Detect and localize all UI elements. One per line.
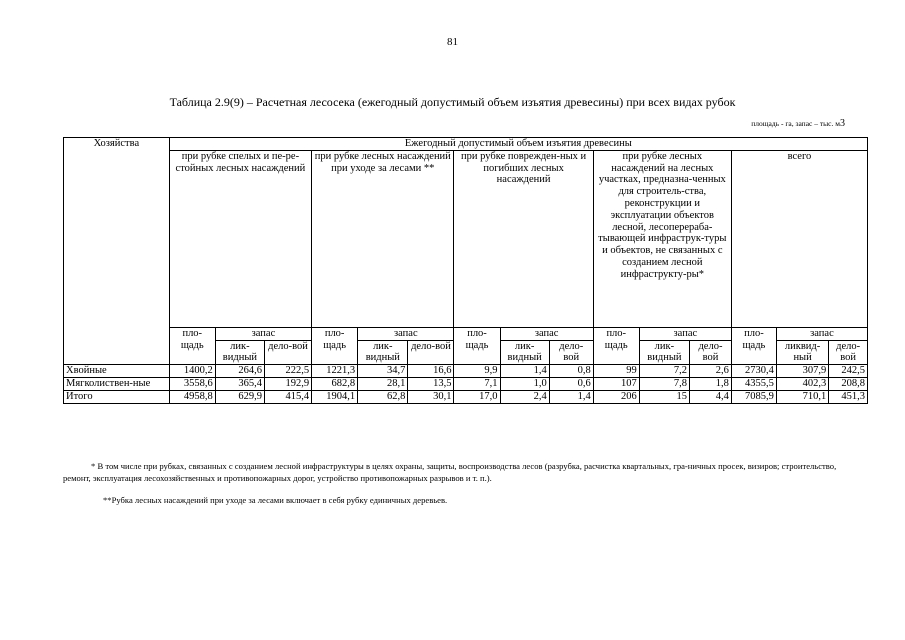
table-cell: 4,4	[690, 390, 732, 403]
header-liquid: лик-видный	[639, 340, 689, 365]
row-label: Итого	[64, 390, 170, 403]
table-row	[64, 365, 868, 378]
header-liquid: лик-видный	[358, 340, 408, 365]
table-cell: 4355,5	[731, 377, 776, 390]
header-area: пло-щадь	[312, 327, 358, 364]
header-stock: запас	[358, 327, 454, 340]
table-cell: 2,4	[500, 390, 549, 403]
header-farms: Хозяйства	[64, 138, 170, 365]
table-cell: 62,8	[358, 390, 408, 403]
table-cell: 0,8	[549, 365, 593, 378]
header-group-infrastructure: при рубке лесных насаждений на лесных участках, предназна-ченных для строитель-ства, реконструкции и эксплуатации объектов лесной, лесоперераба-тывающей инфраструк-туры и объектов, не связанных с созданием лесной инфраструкту-ры*	[593, 150, 731, 327]
table-cell: 242,5	[829, 365, 868, 378]
table-cell: 7085,9	[731, 390, 776, 403]
header-stock: запас	[639, 327, 731, 340]
header-group-damaged: при рубке поврежден-ных и погибших лесных насаждений	[454, 150, 593, 327]
table-cell: 17,0	[454, 390, 500, 403]
table-cell: 264,6	[215, 365, 264, 378]
table-cell: 1,4	[549, 390, 593, 403]
header-group-mature: при рубке спелых и пе-рестойных лесных насаждений	[169, 150, 311, 327]
table-cell: 107	[593, 377, 639, 390]
table-row	[64, 377, 868, 390]
header-area: пло-щадь	[169, 327, 215, 364]
lesoseka-table	[63, 137, 868, 404]
table-cell: 307,9	[776, 365, 828, 378]
table-cell: 0,6	[549, 377, 593, 390]
table-cell: 222,5	[265, 365, 312, 378]
table-cell: 4958,8	[169, 390, 215, 403]
header-row-3	[64, 327, 868, 340]
header-business: дело-вой	[265, 340, 312, 365]
table-cell: 1400,2	[169, 365, 215, 378]
header-stock: запас	[215, 327, 311, 340]
header-stock: запас	[776, 327, 867, 340]
table-cell: 1221,3	[312, 365, 358, 378]
header-group-care: при рубке лесных насаждений при уходе за лесами **	[312, 150, 454, 327]
header-area: пло-щадь	[593, 327, 639, 364]
table-cell: 1,8	[690, 377, 732, 390]
table-cell: 13,5	[408, 377, 454, 390]
table-cell: 1,0	[500, 377, 549, 390]
table-cell: 9,9	[454, 365, 500, 378]
footnote-1: * В том числе при рубках, связанных с созданием лесной инфраструктуры в целях охраны, защиты, воспроизводства лесов (разрубка, расчистка квартальных, гра-ничных просек, визиров; строительство, ремонт, эксплуатация лесохозяйственных и противопожарных дорог, устройство противопожарных разрывов и т. п.).	[63, 461, 837, 483]
table-cell: 415,4	[265, 390, 312, 403]
header-liquid: ликвид-ный	[776, 340, 828, 365]
header-group-total: всего	[731, 150, 867, 327]
header-area: пло-щадь	[454, 327, 500, 364]
units-note	[751, 118, 845, 129]
table-cell: 2730,4	[731, 365, 776, 378]
header-business: дело-вой	[549, 340, 593, 365]
table-row	[64, 390, 868, 403]
footnote-2: **Рубка лесных насаждений при уходе за лесами включает в себя рубку единичных деревьев.	[103, 495, 448, 505]
table-cell: 402,3	[776, 377, 828, 390]
row-label: Мягколиствен-ные	[64, 377, 170, 390]
table-cell: 3558,6	[169, 377, 215, 390]
table-cell: 16,6	[408, 365, 454, 378]
page-number: 81	[447, 36, 458, 48]
table-cell: 451,3	[829, 390, 868, 403]
row-label: Хвойные	[64, 365, 170, 378]
header-row-2	[64, 150, 868, 327]
table-cell: 7,8	[639, 377, 689, 390]
header-liquid: лик-видный	[500, 340, 549, 365]
table-cell: 682,8	[312, 377, 358, 390]
table-cell: 710,1	[776, 390, 828, 403]
header-row-1	[64, 138, 868, 151]
header-business: дело-вой	[408, 340, 454, 365]
header-stock: запас	[500, 327, 593, 340]
table-cell: 192,9	[265, 377, 312, 390]
header-liquid: лик-видный	[215, 340, 264, 365]
footnotes	[63, 460, 853, 506]
header-business: дело-вой	[690, 340, 732, 365]
table-cell: 7,1	[454, 377, 500, 390]
table-cell: 365,4	[215, 377, 264, 390]
table-cell: 15	[639, 390, 689, 403]
header-top: Ежегодный допустимый объем изъятия древесины	[169, 138, 867, 151]
table-cell: 30,1	[408, 390, 454, 403]
table-cell: 7,2	[639, 365, 689, 378]
table-cell: 2,6	[690, 365, 732, 378]
table-cell: 1,4	[500, 365, 549, 378]
table-cell: 28,1	[358, 377, 408, 390]
table-cell: 206	[593, 390, 639, 403]
table-cell: 629,9	[215, 390, 264, 403]
table-cell: 34,7	[358, 365, 408, 378]
header-business: дело-вой	[829, 340, 868, 365]
header-area: пло-щадь	[731, 327, 776, 364]
table-cell: 1904,1	[312, 390, 358, 403]
table-title: Таблица 2.9(9) – Расчетная лесосека (ежегодный допустимый объем изъятия древесины) при всех видах рубок	[169, 95, 736, 109]
table-body	[64, 365, 868, 403]
table-cell: 99	[593, 365, 639, 378]
units-sup: 3	[840, 118, 845, 129]
units-text: площадь - га, запас – тыс. м	[751, 119, 840, 128]
table-cell: 208,8	[829, 377, 868, 390]
